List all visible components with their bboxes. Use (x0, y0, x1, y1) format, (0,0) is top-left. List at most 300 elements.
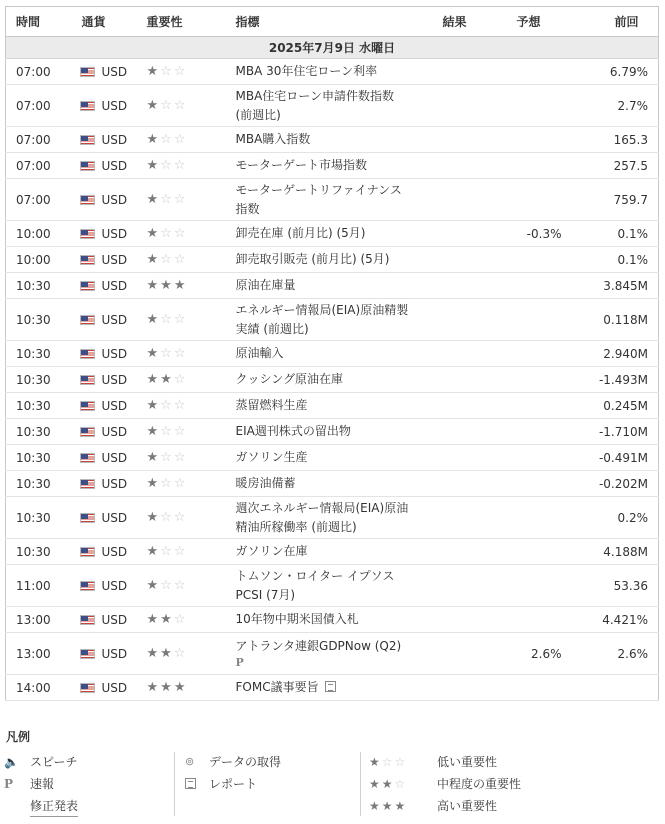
event-actual (433, 299, 497, 341)
us-flag-icon (80, 135, 95, 145)
us-flag-icon (80, 453, 95, 463)
star-filled-icon: ★ (146, 450, 161, 465)
event-currency (72, 221, 137, 247)
us-flag-icon (80, 229, 95, 239)
event-importance (137, 675, 226, 701)
currency-code: USD (101, 226, 128, 241)
event-time: 10:30 (6, 341, 72, 367)
currency-code: USD (101, 64, 128, 79)
event-forecast (497, 59, 572, 85)
event-name[interactable] (226, 539, 433, 565)
legend-data-retrieval-label: データの取得 (209, 755, 282, 769)
star-empty-icon: ☆ (160, 578, 174, 593)
event-forecast (497, 471, 572, 497)
event-row[interactable] (6, 299, 659, 341)
event-row[interactable] (6, 471, 659, 497)
event-time: 07:00 (6, 179, 72, 221)
event-currency (72, 127, 137, 153)
header-forecast[interactable]: 予想 (497, 7, 572, 37)
star-empty-icon: ☆ (173, 252, 188, 267)
event-importance (137, 471, 226, 497)
event-forecast (497, 419, 572, 445)
event-importance (137, 445, 226, 471)
event-actual (433, 247, 497, 273)
event-importance (137, 341, 226, 367)
event-row[interactable] (6, 675, 659, 701)
event-currency (72, 497, 137, 539)
us-flag-icon (80, 479, 95, 489)
event-forecast (497, 497, 572, 539)
us-flag-icon (80, 281, 95, 291)
currency-code: USD (101, 192, 128, 207)
us-flag-icon (80, 401, 95, 411)
star-filled-icon: ★ (146, 132, 161, 147)
event-currency (72, 85, 137, 127)
us-flag-icon (80, 547, 95, 557)
currency-code: USD (101, 424, 128, 439)
star-empty-icon: ☆ (160, 544, 174, 559)
event-previous: 165.3 (572, 127, 659, 153)
star-empty-icon: ☆ (173, 612, 188, 627)
event-row[interactable] (6, 445, 659, 471)
event-time: 10:30 (6, 497, 72, 539)
preliminary-icon: P (235, 656, 244, 669)
event-name-line[interactable]: アトランタ連銀GDPNow (Q2) (235, 639, 402, 653)
star-filled-icon: ★ (146, 64, 161, 79)
calendar-table (5, 6, 659, 701)
legend-preliminary-label: 速報 (30, 777, 55, 791)
event-importance (137, 247, 226, 273)
event-importance (137, 633, 226, 675)
legend-medium-importance (361, 774, 560, 796)
star-filled-icon: ★ (146, 252, 161, 267)
event-forecast (497, 539, 572, 565)
event-previous: 759.7 (572, 179, 659, 221)
star-empty-icon: ☆ (160, 98, 174, 113)
star-empty-icon: ☆ (173, 476, 188, 491)
event-name-line[interactable]: 蒸留燃料生産 (235, 398, 308, 412)
star-filled-icon: ★ (146, 680, 161, 695)
event-actual (433, 539, 497, 565)
event-actual (433, 497, 497, 539)
currency-code: USD (101, 346, 128, 361)
star-filled-icon: ★ (173, 680, 188, 695)
legend-column-1 (4, 752, 174, 818)
importance-stars-icon (147, 226, 188, 241)
star-empty-icon: ☆ (173, 578, 188, 593)
star-filled-icon: ★ (146, 398, 161, 413)
event-currency (72, 341, 137, 367)
high-importance-stars-icon: ★★★ (369, 799, 408, 813)
event-name[interactable] (226, 221, 433, 247)
event-name[interactable] (226, 85, 433, 127)
star-empty-icon: ☆ (173, 646, 188, 661)
event-name-line[interactable]: 精油所稼働率 (前週比) (235, 519, 357, 534)
star-filled-icon: ★ (146, 98, 161, 113)
event-name[interactable] (226, 675, 433, 701)
event-name-line[interactable]: 原油在庫量 (235, 278, 296, 292)
star-empty-icon: ☆ (173, 450, 188, 465)
importance-stars-icon (147, 346, 188, 361)
event-actual (433, 367, 497, 393)
star-empty-icon: ☆ (173, 226, 188, 241)
event-currency (72, 445, 137, 471)
event-time: 10:30 (6, 367, 72, 393)
event-previous: -0.491M (572, 445, 659, 471)
legend-revised-link[interactable]: 修正発表 (30, 796, 78, 817)
event-actual (433, 393, 497, 419)
legend-revised[interactable] (4, 796, 174, 818)
legend-column-2 (174, 752, 360, 816)
currency-code: USD (101, 252, 128, 267)
event-name[interactable] (226, 273, 433, 299)
event-currency (72, 367, 137, 393)
economic-calendar (5, 6, 658, 701)
event-name-line[interactable]: 週次エネルギー情報局(EIA)原油 (235, 500, 409, 515)
us-flag-icon (80, 349, 95, 359)
event-name[interactable] (226, 247, 433, 273)
event-previous: -1.493M (572, 367, 659, 393)
star-filled-icon: ★ (146, 424, 161, 439)
importance-stars-icon (147, 612, 188, 627)
event-importance (137, 607, 226, 633)
event-name[interactable] (226, 565, 433, 607)
medium-importance-stars-icon: ★★☆ (369, 777, 408, 791)
event-row[interactable] (6, 341, 659, 367)
event-row[interactable] (6, 59, 659, 85)
event-actual (433, 675, 497, 701)
report-icon (185, 774, 196, 794)
event-currency (72, 471, 137, 497)
event-name-line[interactable]: トムソン・ロイター イプソス (235, 568, 395, 583)
event-name-line[interactable]: ガソリン在庫 (235, 544, 308, 558)
star-empty-icon: ☆ (160, 510, 174, 525)
event-name-line[interactable]: 実績 (前週比) (235, 321, 309, 336)
event-name-line[interactable]: EIA週刊株式の留出物 (235, 424, 351, 438)
star-filled-icon: ★ (160, 680, 174, 695)
us-flag-icon (80, 195, 95, 205)
star-empty-icon: ☆ (173, 158, 188, 173)
legend-high-label: 高い重要性 (437, 799, 498, 813)
low-importance-stars-icon: ★☆☆ (369, 755, 408, 769)
us-flag-icon (80, 67, 95, 77)
star-filled-icon: ★ (160, 278, 174, 293)
event-name-line[interactable]: モーターゲート市場指数 (235, 158, 368, 172)
data-retrieval-icon: ⊚ (185, 755, 195, 768)
event-forecast (497, 273, 572, 299)
star-filled-icon: ★ (146, 612, 161, 627)
event-row[interactable] (6, 153, 659, 179)
importance-stars-icon (147, 98, 188, 113)
importance-stars-icon (147, 252, 188, 267)
event-name[interactable] (226, 419, 433, 445)
event-previous: 53.36 (572, 565, 659, 607)
event-time: 11:00 (6, 565, 72, 607)
event-name[interactable] (226, 607, 433, 633)
event-name-line[interactable]: 暖房油備蓄 (235, 476, 296, 490)
event-name[interactable] (226, 445, 433, 471)
event-row[interactable] (6, 539, 659, 565)
event-row[interactable] (6, 607, 659, 633)
event-name[interactable] (226, 59, 433, 85)
header-previous[interactable]: 前回 (572, 7, 659, 37)
event-name-line[interactable]: PCSI (7月) (235, 587, 296, 602)
event-currency (72, 675, 137, 701)
star-empty-icon: ☆ (160, 312, 174, 327)
header-time[interactable]: 時間 (6, 7, 72, 37)
event-time: 10:30 (6, 539, 72, 565)
legend-low-label: 低い重要性 (437, 755, 498, 769)
event-forecast: -0.3% (497, 221, 572, 247)
event-name-line[interactable]: エネルギー情報局(EIA)原油精製 (235, 302, 409, 317)
event-actual (433, 153, 497, 179)
event-previous: 2.7% (572, 85, 659, 127)
star-empty-icon: ☆ (173, 424, 188, 439)
event-row[interactable] (6, 247, 659, 273)
importance-stars-icon (147, 278, 188, 293)
currency-code: USD (101, 578, 128, 593)
currency-code: USD (101, 372, 128, 387)
event-currency (72, 539, 137, 565)
event-row[interactable] (6, 85, 659, 127)
star-filled-icon: ★ (160, 372, 174, 387)
event-actual (433, 445, 497, 471)
legend-data-retrieval (175, 752, 360, 774)
event-actual (433, 471, 497, 497)
event-name-line[interactable]: クッシング原油在庫 (235, 372, 343, 386)
event-name-line[interactable]: 卸売在庫 (前月比) (5月) (235, 226, 366, 240)
star-filled-icon: ★ (146, 346, 161, 361)
legend-preliminary (4, 774, 174, 796)
event-name[interactable] (226, 393, 433, 419)
event-forecast (497, 179, 572, 221)
event-actual (433, 419, 497, 445)
event-forecast (497, 445, 572, 471)
event-actual (433, 565, 497, 607)
star-empty-icon: ☆ (160, 64, 174, 79)
event-previous: 257.5 (572, 153, 659, 179)
event-currency (72, 419, 137, 445)
us-flag-icon (80, 101, 95, 111)
event-importance (137, 497, 226, 539)
event-row[interactable] (6, 367, 659, 393)
us-flag-icon (80, 161, 95, 171)
importance-stars-icon (147, 372, 188, 387)
currency-code: USD (101, 312, 128, 327)
event-time: 13:00 (6, 633, 72, 675)
event-name-line[interactable]: FOMC議事要旨 (235, 680, 319, 694)
event-name[interactable] (226, 633, 433, 675)
star-empty-icon: ☆ (173, 98, 188, 113)
us-flag-icon (80, 615, 95, 625)
event-previous: 2.6% (572, 633, 659, 675)
event-previous: 0.1% (572, 221, 659, 247)
event-forecast: 2.6% (497, 633, 572, 675)
event-name[interactable] (226, 367, 433, 393)
event-name[interactable] (226, 299, 433, 341)
event-importance (137, 59, 226, 85)
star-empty-icon: ☆ (173, 398, 188, 413)
importance-stars-icon (147, 424, 188, 439)
event-previous: -1.710M (572, 419, 659, 445)
event-row[interactable] (6, 127, 659, 153)
event-previous: 4.421% (572, 607, 659, 633)
event-name[interactable] (226, 341, 433, 367)
event-name-line[interactable]: 卸売取引販売 (前月比) (5月) (235, 252, 390, 266)
legend-high-importance (361, 796, 560, 818)
event-actual (433, 633, 497, 675)
event-name-line[interactable]: MBA住宅ローン申請件数指数 (235, 88, 395, 103)
star-empty-icon: ☆ (160, 192, 174, 207)
currency-code: USD (101, 132, 128, 147)
event-previous: 0.2% (572, 497, 659, 539)
event-row[interactable] (6, 179, 659, 221)
event-time: 10:30 (6, 471, 72, 497)
header-importance[interactable]: 重要性 (137, 7, 226, 37)
event-actual (433, 607, 497, 633)
event-time: 13:00 (6, 607, 72, 633)
header-actual[interactable]: 結果 (433, 7, 497, 37)
event-time: 07:00 (6, 85, 72, 127)
event-time: 10:00 (6, 247, 72, 273)
event-name[interactable] (226, 497, 433, 539)
speaker-icon: 🔈 (4, 755, 19, 769)
star-filled-icon: ★ (146, 312, 161, 327)
event-actual (433, 179, 497, 221)
importance-stars-icon (147, 578, 188, 593)
star-empty-icon: ☆ (160, 346, 174, 361)
star-empty-icon: ☆ (160, 158, 174, 173)
event-forecast (497, 127, 572, 153)
event-name[interactable] (226, 179, 433, 221)
importance-stars-icon (147, 476, 188, 491)
event-name-line[interactable]: MBA 30年住宅ローン利率 (235, 64, 378, 78)
event-forecast (497, 153, 572, 179)
event-currency (72, 179, 137, 221)
importance-stars-icon (147, 64, 188, 79)
star-filled-icon: ★ (160, 646, 174, 661)
event-importance (137, 565, 226, 607)
event-currency (72, 633, 137, 675)
event-importance (137, 85, 226, 127)
event-name-line[interactable]: モーターゲートリファイナンス (235, 182, 402, 197)
event-importance (137, 367, 226, 393)
event-row[interactable] (6, 393, 659, 419)
event-actual (433, 341, 497, 367)
star-empty-icon: ☆ (160, 132, 174, 147)
event-actual (433, 273, 497, 299)
event-previous: 0.245M (572, 393, 659, 419)
event-time: 10:30 (6, 273, 72, 299)
star-filled-icon: ★ (146, 158, 161, 173)
event-name[interactable] (226, 153, 433, 179)
event-name-line[interactable]: (前週比) (235, 107, 281, 122)
star-filled-icon: ★ (146, 372, 161, 387)
event-actual (433, 85, 497, 127)
importance-stars-icon (147, 158, 188, 173)
event-name[interactable] (226, 471, 433, 497)
star-filled-icon: ★ (146, 192, 161, 207)
us-flag-icon (80, 375, 95, 385)
star-filled-icon: ★ (146, 544, 161, 559)
event-row[interactable] (6, 633, 659, 675)
event-name-line[interactable]: MBA購入指数 (235, 132, 311, 146)
event-forecast (497, 341, 572, 367)
date-label: 2025年7月9日 水曜日 (6, 37, 659, 59)
event-currency (72, 607, 137, 633)
currency-code: USD (101, 158, 128, 173)
event-row[interactable] (6, 221, 659, 247)
star-empty-icon: ☆ (160, 450, 174, 465)
star-filled-icon: ★ (146, 278, 161, 293)
currency-code: USD (101, 544, 128, 559)
star-empty-icon: ☆ (160, 476, 174, 491)
star-filled-icon: ★ (146, 226, 161, 241)
us-flag-icon (80, 581, 95, 591)
event-previous: 0.1% (572, 247, 659, 273)
event-row[interactable] (6, 565, 659, 607)
event-time: 10:00 (6, 221, 72, 247)
event-importance (137, 393, 226, 419)
event-currency (72, 153, 137, 179)
event-time: 07:00 (6, 59, 72, 85)
event-row[interactable] (6, 273, 659, 299)
us-flag-icon (80, 513, 95, 523)
star-empty-icon: ☆ (160, 424, 174, 439)
event-name-line[interactable]: 原油輸入 (235, 346, 284, 360)
star-filled-icon: ★ (146, 510, 161, 525)
event-row[interactable] (6, 419, 659, 445)
event-forecast (497, 393, 572, 419)
event-actual (433, 59, 497, 85)
event-name-line[interactable]: 指数 (235, 201, 260, 216)
event-forecast (497, 247, 572, 273)
event-importance (137, 419, 226, 445)
event-forecast (497, 85, 572, 127)
currency-code: USD (101, 98, 128, 113)
star-empty-icon: ☆ (173, 346, 188, 361)
report-icon[interactable] (325, 681, 336, 692)
event-previous: 6.79% (572, 59, 659, 85)
star-empty-icon: ☆ (160, 226, 174, 241)
header-event[interactable]: 指標 (226, 7, 433, 37)
event-row[interactable] (6, 497, 659, 539)
event-time: 07:00 (6, 153, 72, 179)
header-currency[interactable]: 通貨 (72, 7, 137, 37)
star-empty-icon: ☆ (173, 132, 188, 147)
event-importance (137, 273, 226, 299)
event-actual (433, 127, 497, 153)
currency-code: USD (101, 450, 128, 465)
star-filled-icon: ★ (146, 646, 161, 661)
legend-speech-label: スピーチ (30, 755, 78, 769)
star-empty-icon: ☆ (160, 252, 174, 267)
event-time: 10:30 (6, 393, 72, 419)
event-name-line[interactable]: ガソリン生産 (235, 450, 308, 464)
star-filled-icon: ★ (173, 278, 188, 293)
event-previous: 0.118M (572, 299, 659, 341)
event-previous: 3.845M (572, 273, 659, 299)
event-name-line[interactable]: 10年物中期米国債入札 (235, 612, 359, 626)
currency-code: USD (101, 278, 128, 293)
legend-medium-label: 中程度の重要性 (437, 777, 522, 791)
event-time: 10:30 (6, 419, 72, 445)
date-row (6, 37, 659, 59)
event-name[interactable] (226, 127, 433, 153)
legend-low-importance (361, 752, 560, 774)
event-previous: 4.188M (572, 539, 659, 565)
table-header (6, 7, 659, 37)
